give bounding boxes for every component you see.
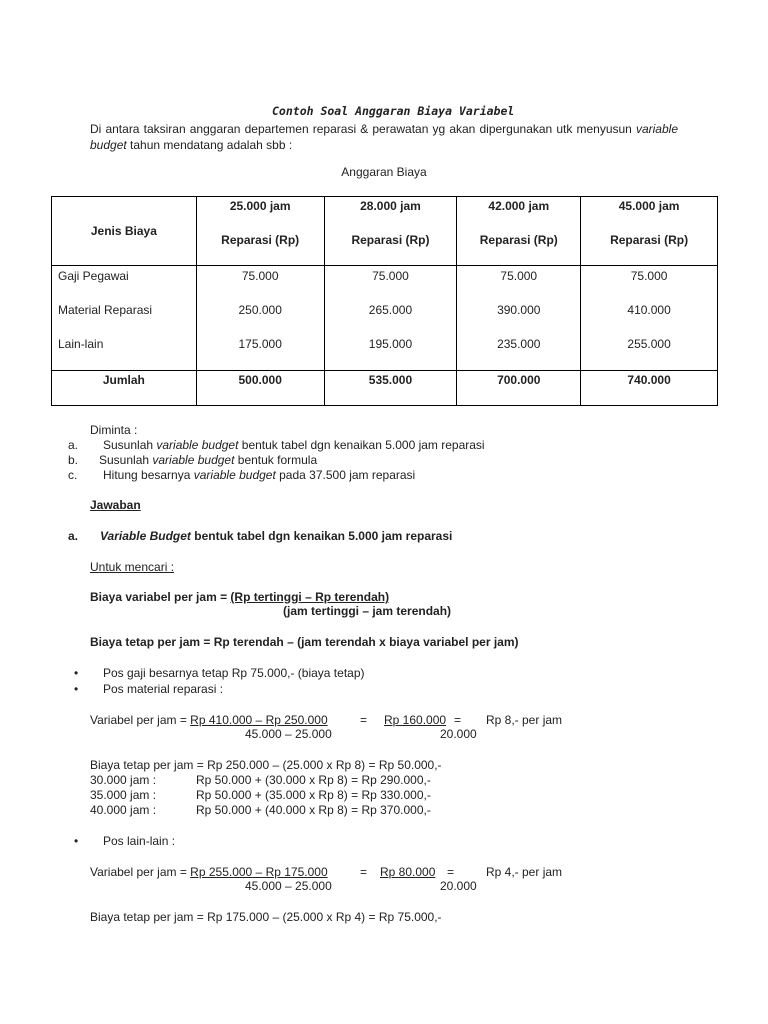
material-row-label: 30.000 jam :: [90, 773, 157, 787]
intro-text: Di antara taksiran anggaran departemen reparasi & perawatan yg akan dipergunakan utk menyusun: [90, 122, 636, 136]
formula-label: Biaya variabel per jam =: [90, 590, 231, 604]
section-a-italic: Variable Budget: [100, 529, 191, 543]
table-cell: 195.000: [368, 337, 413, 351]
calc-numerator: Rp 410.000 – Rp 250.000: [190, 713, 328, 727]
header-hours: 28.000 jam: [360, 199, 421, 213]
header-unit: Reparasi (Rp): [221, 233, 300, 247]
table-caption: Anggaran Biaya: [341, 165, 427, 179]
formula-denominator: (jam tertinggi – jam terendah): [283, 604, 452, 618]
item-text: Hitung besarnya: [103, 468, 194, 482]
item-text: Susunlah: [103, 438, 157, 452]
untuk-mencari: Untuk mencari :: [90, 560, 175, 574]
lain-result: Rp 4,- per jam: [486, 865, 563, 879]
table-cell: 235.000: [497, 337, 541, 351]
diminta-item-a-text: [103, 438, 485, 452]
table-cell: 75.000: [500, 269, 538, 283]
material-row-label: 40.000 jam :: [90, 803, 157, 817]
material-row-calc: Rp 50.000 + (30.000 x Rp 8) = Rp 290.000,-: [196, 773, 431, 787]
total-cell: 500.000: [196, 371, 324, 406]
item-text: pada 37.500 jam reparasi: [275, 468, 416, 482]
item-italic: variable budget: [193, 468, 276, 482]
table-total-row: [52, 371, 718, 406]
lain-calc-line: [90, 865, 328, 879]
row-label: Gaji Pegawai: [58, 269, 129, 283]
formula-numerator: (Rp tertinggi – Rp terendah): [230, 590, 390, 604]
header-col-3: [457, 197, 581, 266]
section-a-rest: bentuk tabel dgn kenaikan 5.000 jam reparasi: [190, 529, 453, 543]
row-label: Lain-lain: [58, 337, 104, 351]
total-cell: 700.000: [457, 371, 581, 406]
header-col-2: [324, 197, 457, 266]
body-col-1: [196, 266, 324, 371]
lain-mid-num: Rp 80.000: [380, 865, 436, 879]
bullet-lain: • Pos lain-lain :: [103, 834, 175, 848]
formula-variabel: [90, 590, 389, 604]
formula-tetap: Biaya tetap per jam = Rp terendah – (jam terendah x biaya variabel per jam): [90, 635, 519, 649]
header-unit: Reparasi (Rp): [610, 233, 689, 247]
table-body-row: [52, 266, 718, 371]
material-eq2: =: [454, 713, 462, 727]
table-cell: 255.000: [627, 337, 671, 351]
item-letter: a.: [68, 438, 79, 452]
calc-numerator: Rp 255.000 – Rp 175.000: [190, 865, 328, 879]
item-letter: c.: [68, 468, 78, 482]
intro-italic: variable budget: [90, 122, 678, 152]
table-cell: 75.000: [630, 269, 668, 283]
total-label: Jumlah: [52, 371, 197, 406]
lain-eq1: =: [360, 865, 368, 879]
header-hours: 25.000 jam: [229, 199, 291, 213]
table-cell: 75.000: [372, 269, 409, 283]
material-row-calc: Rp 50.000 + (40.000 x Rp 8) = Rp 370.000,-: [196, 803, 431, 817]
diminta-heading: Diminta :: [90, 423, 138, 437]
bullet-gaji: • Pos gaji besarnya tetap Rp 75.000,- (biaya tetap): [103, 666, 365, 680]
material-row-label: 35.000 jam :: [90, 788, 157, 802]
intro-text-end: tahun mendatang adalah sbb :: [126, 138, 293, 152]
lain-denominator: 45.000 – 25.000: [245, 879, 332, 893]
header-jenis-biaya: Jenis Biaya: [52, 197, 197, 266]
material-calc-line: [90, 713, 328, 727]
material-result: Rp 8,- per jam: [486, 713, 563, 727]
total-cell: 535.000: [324, 371, 457, 406]
table-header-row: [52, 197, 718, 266]
header-unit: Reparasi (Rp): [479, 233, 558, 247]
body-labels: [52, 266, 197, 371]
item-text: Susunlah: [99, 453, 153, 467]
material-tetap: Biaya tetap per jam = Rp 250.000 – (25.000 x Rp 8) = Rp 50.000,-: [90, 758, 442, 772]
material-mid-num: Rp 160.000: [384, 713, 447, 727]
material-eq1: =: [360, 713, 368, 727]
document-title: Contoh Soal Anggaran Biaya Variabel: [272, 104, 515, 118]
table-cell: 250.000: [238, 303, 282, 317]
diminta-item-b: [68, 453, 78, 467]
item-text: bentuk formula: [234, 453, 318, 467]
calc-label: Variabel per jam =: [90, 865, 191, 879]
diminta-item-a: [68, 438, 78, 452]
section-a-letter: a.: [68, 529, 79, 543]
diminta-item-c: [68, 468, 77, 482]
body-col-4: [581, 266, 718, 371]
item-text: bentuk tabel dgn kenaikan 5.000 jam reparasi: [238, 438, 485, 452]
item-letter: b.: [68, 453, 79, 467]
lain-tetap: Biaya tetap per jam = Rp 175.000 – (25.000 x Rp 4) = Rp 75.000,-: [90, 910, 442, 924]
body-col-2: [324, 266, 457, 371]
total-cell: 740.000: [581, 371, 718, 406]
lain-mid-den: 20.000: [440, 879, 477, 893]
material-denominator: 45.000 – 25.000: [245, 727, 332, 741]
table-cell: 265.000: [368, 303, 413, 317]
header-hours: 42.000 jam: [488, 199, 550, 213]
bullet-material: • Pos material reparasi :: [103, 682, 223, 696]
table-cell: 175.000: [238, 337, 282, 351]
item-italic: variable budget: [156, 438, 239, 452]
header-unit: Reparasi (Rp): [351, 233, 430, 247]
row-label: Material Reparasi: [58, 303, 153, 317]
body-col-3: [457, 266, 581, 371]
header-hours: 45.000 jam: [618, 199, 680, 213]
material-row-calc: Rp 50.000 + (35.000 x Rp 8) = Rp 330.000,-: [196, 788, 431, 802]
diminta-item-b-text: [99, 453, 317, 467]
material-mid-den: 20.000: [440, 727, 477, 741]
table-cell: 410.000: [627, 303, 671, 317]
intro-paragraph: [90, 121, 678, 153]
header-col-1: [196, 197, 324, 266]
section-a-title: [100, 529, 452, 543]
budget-table: [51, 196, 718, 406]
calc-label: Variabel per jam =: [90, 713, 191, 727]
header-col-4: [581, 197, 718, 266]
table-cell: 75.000: [241, 269, 279, 283]
item-italic: variable budget: [152, 453, 235, 467]
lain-eq2: =: [447, 865, 455, 879]
jawaban-heading: Jawaban: [90, 498, 141, 512]
diminta-item-c-text: [103, 468, 415, 482]
table-cell: 390.000: [497, 303, 541, 317]
